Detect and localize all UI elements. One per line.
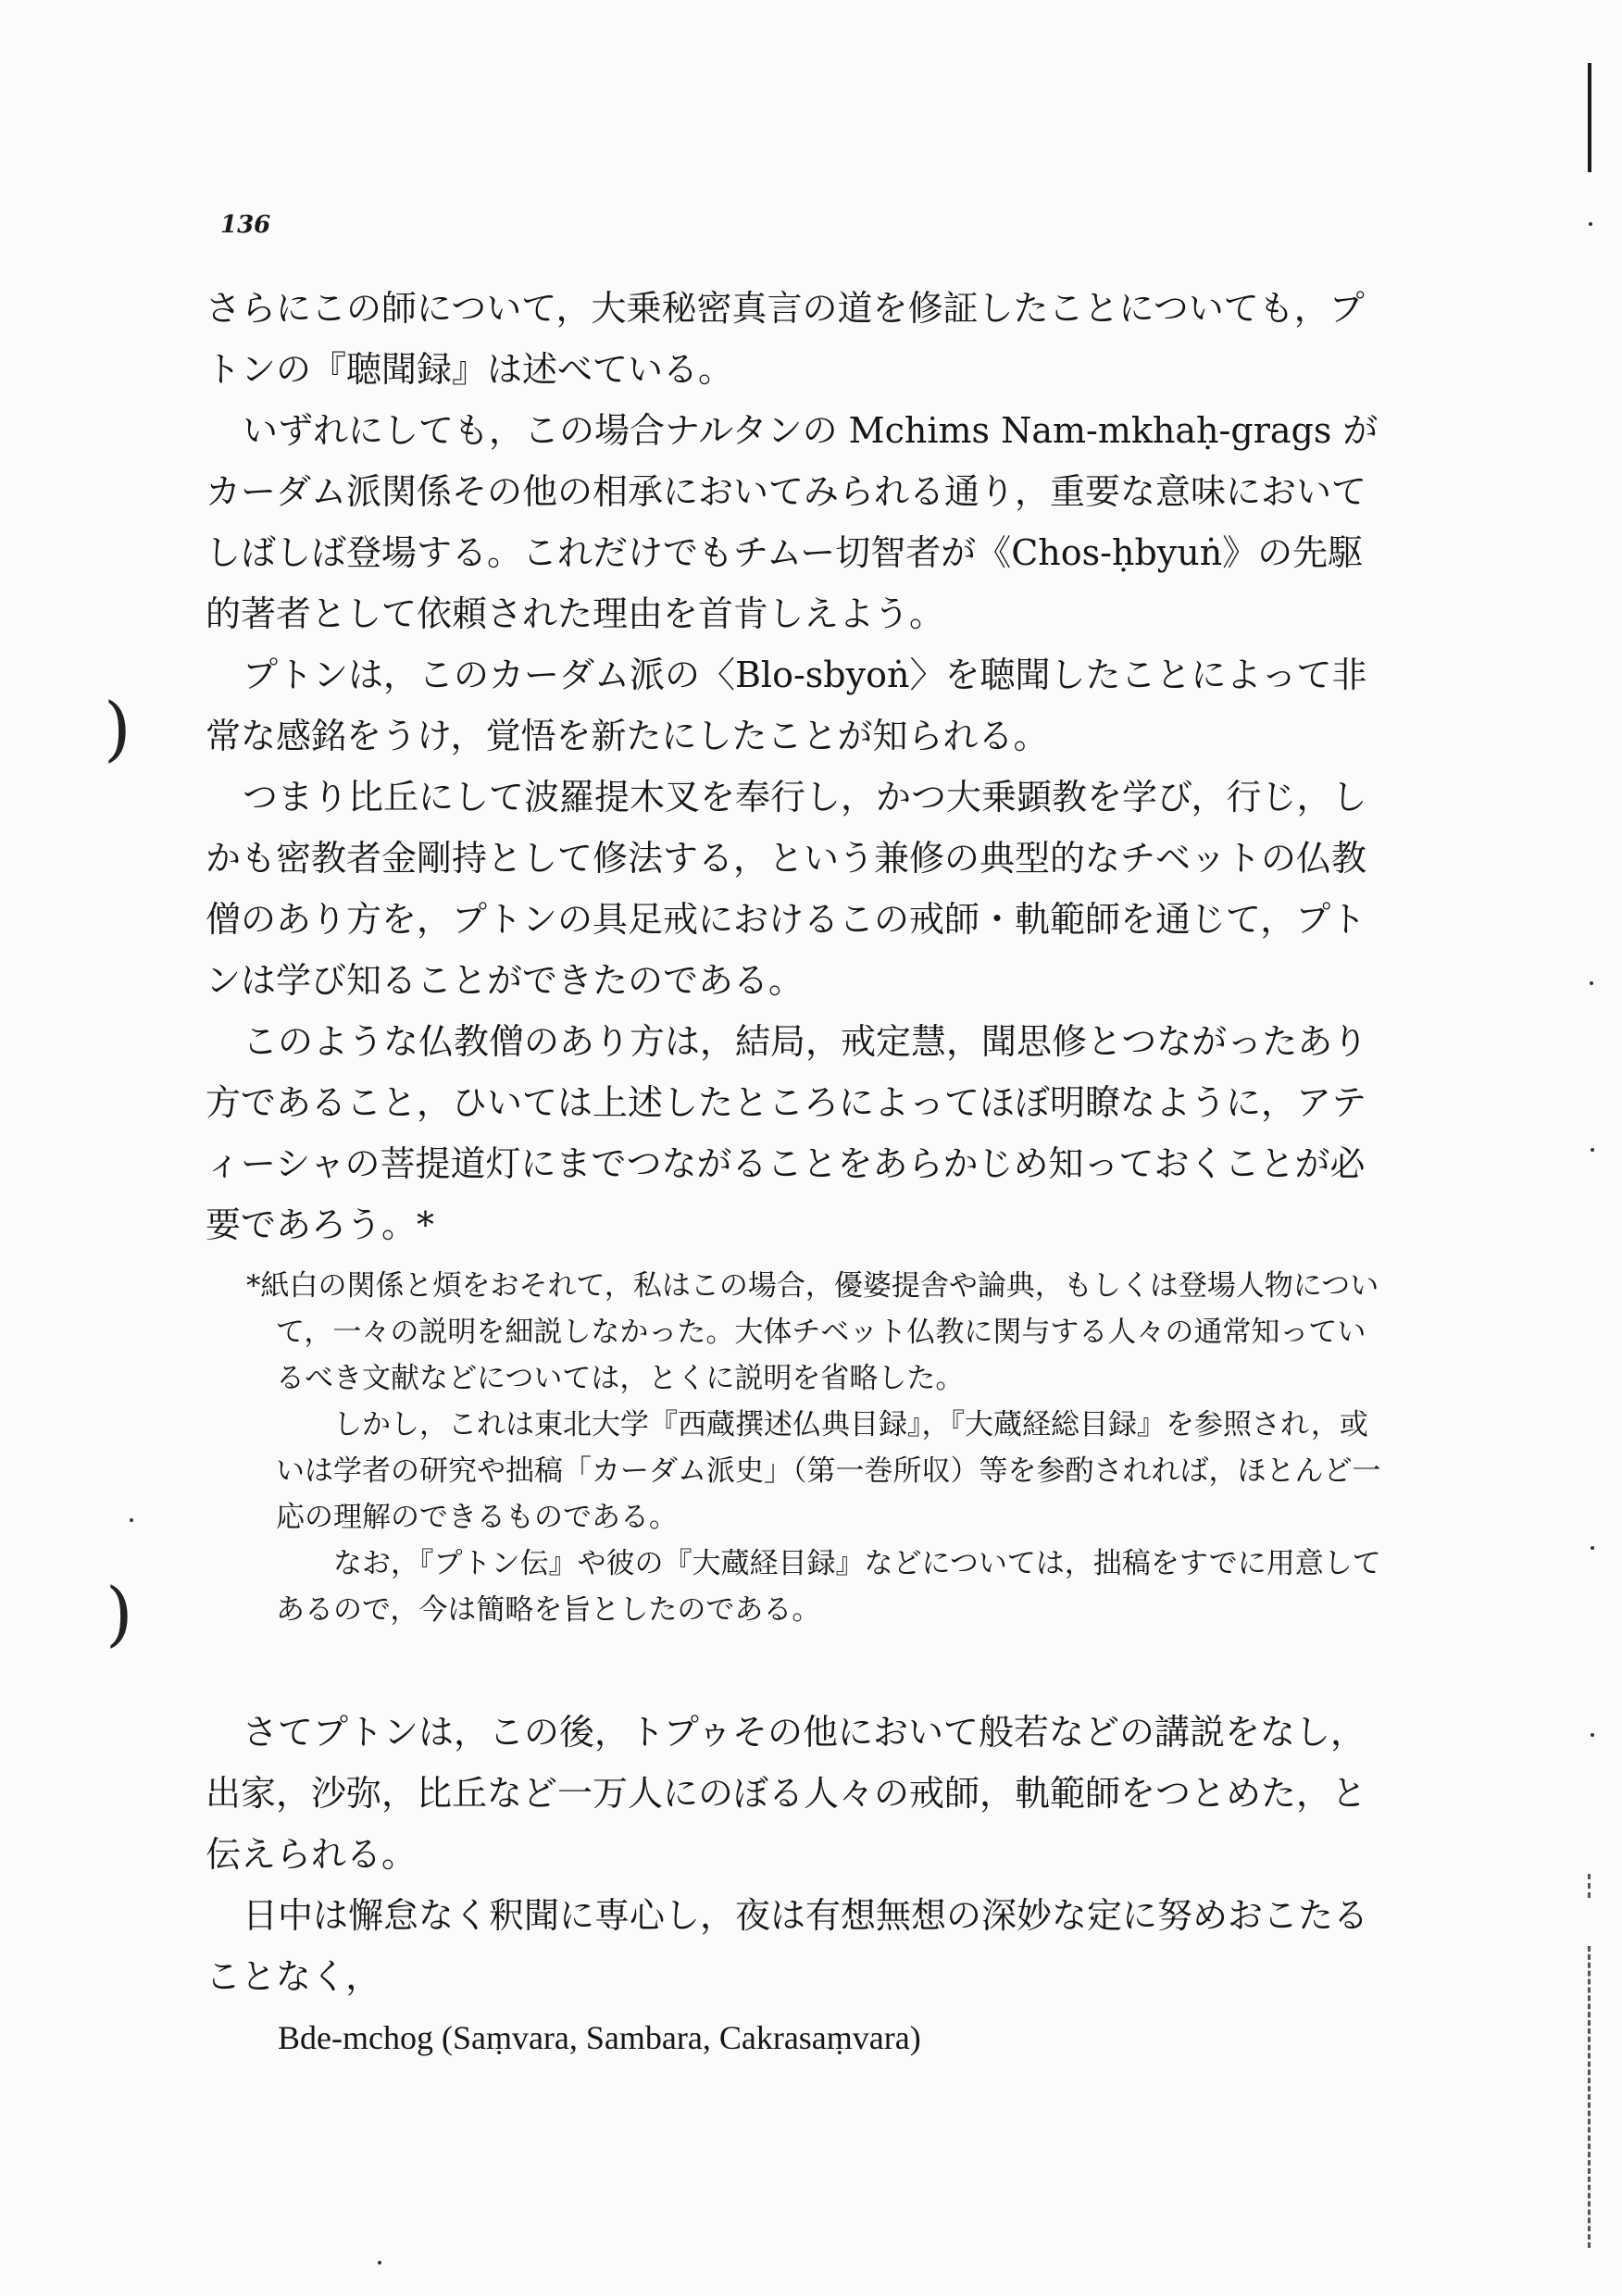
- paragraph: プトンは，このカーダム派の〈Blo-sbyoṅ〉を聴聞したことによって非常な感銘をうけ，覚悟を新たにしたことが知られる。: [206, 655, 1367, 756]
- paragraph: いずれにしても，この場合ナルタンの Mchims Nam-mkhaḥ-grags がカーダム派関係その他の相承においてみられる通り，重要な意味においてしばしば登場する。これだけでもチムー切智者が《Chos-ḥbyuṅ》の先駆的著者として依頼された理由を首肯しえよう。: [206, 410, 1379, 634]
- speck: [1591, 1148, 1594, 1152]
- paragraph: さてプトンは，この後，トプゥその他において般若などの講説をなし，出家，沙弥，比丘など一万人にのぼる人々の戒師，軌範師をつとめた，と伝えられる。: [206, 1712, 1367, 1875]
- speck: [1591, 1546, 1594, 1550]
- scan-edge-dots: [1588, 1874, 1593, 1898]
- scan-edge-dots: [1588, 1946, 1593, 2248]
- paragraph: さらにこの師について，大乗秘密真言の道を修証したことについても，プトンの『聴聞録』は述べている。: [206, 288, 1365, 390]
- footnote: [246, 1263, 1394, 1633]
- page-body: [206, 278, 1381, 2068]
- speck: [1590, 981, 1593, 985]
- footnote-paragraph: しかし，これは東北大学『西蔵撰述仏典目録』，『大蔵経総目録』を参照され，或いは学者の研究や拙稿「カーダム派史」（第一巻所収）等を参酌されれば，ほとんど一応の理解のできるものである。: [276, 1408, 1381, 1534]
- footnote-paragraph: なお，『プトン伝』や彼の『大蔵経目録』などについては，拙稿をすでに用意してあるので，今は簡略を旨としたのである。: [276, 1547, 1381, 1627]
- page-number: 136: [220, 211, 271, 239]
- speck: [1591, 1733, 1594, 1737]
- paragraph: つまり比丘にして波羅提木叉を奉行し，かつ大乗顕教を学び，行じ，しかも密教者金剛持として修法する，という兼修の典型的なチベットの仏教僧のあり方を，プトンの具足戒におけるこの戒師・軌範師を通じて，プトンは学び知ることができたのである。: [206, 777, 1367, 1001]
- latin-term-line: Bde-mchog (Saṃvara, Sambara, Cakrasaṃvara): [278, 2019, 921, 2056]
- speck: [130, 1518, 133, 1522]
- section-gap: [206, 1650, 1381, 1702]
- binding-mark: [1588, 63, 1591, 172]
- speck: [378, 2261, 381, 2265]
- footnote-paragraph: *紙白の関係と煩をおそれて，私はこの場合，優婆提舎や論典，もしくは登場人物について，一々の説明を細説しなかった。大体チベット仏教に関与する人々の通常知っているべき文献などについては，とくに説明を省略した。: [246, 1269, 1379, 1395]
- hole-punch-mark: ): [104, 687, 131, 769]
- paragraph: 日中は懈怠なく釈聞に専心し，夜は有想無想の深妙な定に努めおこたることなく，: [206, 1895, 1369, 1997]
- speck: [1589, 222, 1592, 226]
- hole-punch-mark: ): [106, 1572, 133, 1654]
- paragraph: このような仏教僧のあり方は，結局，戒定慧，聞思修とつながったあり方であること，ひいては上述したところによってほぼ明瞭なように，アティーシャの菩提道灯にまでつながることをあらかじめ知っておくことが必要であろう。*: [206, 1021, 1368, 1245]
